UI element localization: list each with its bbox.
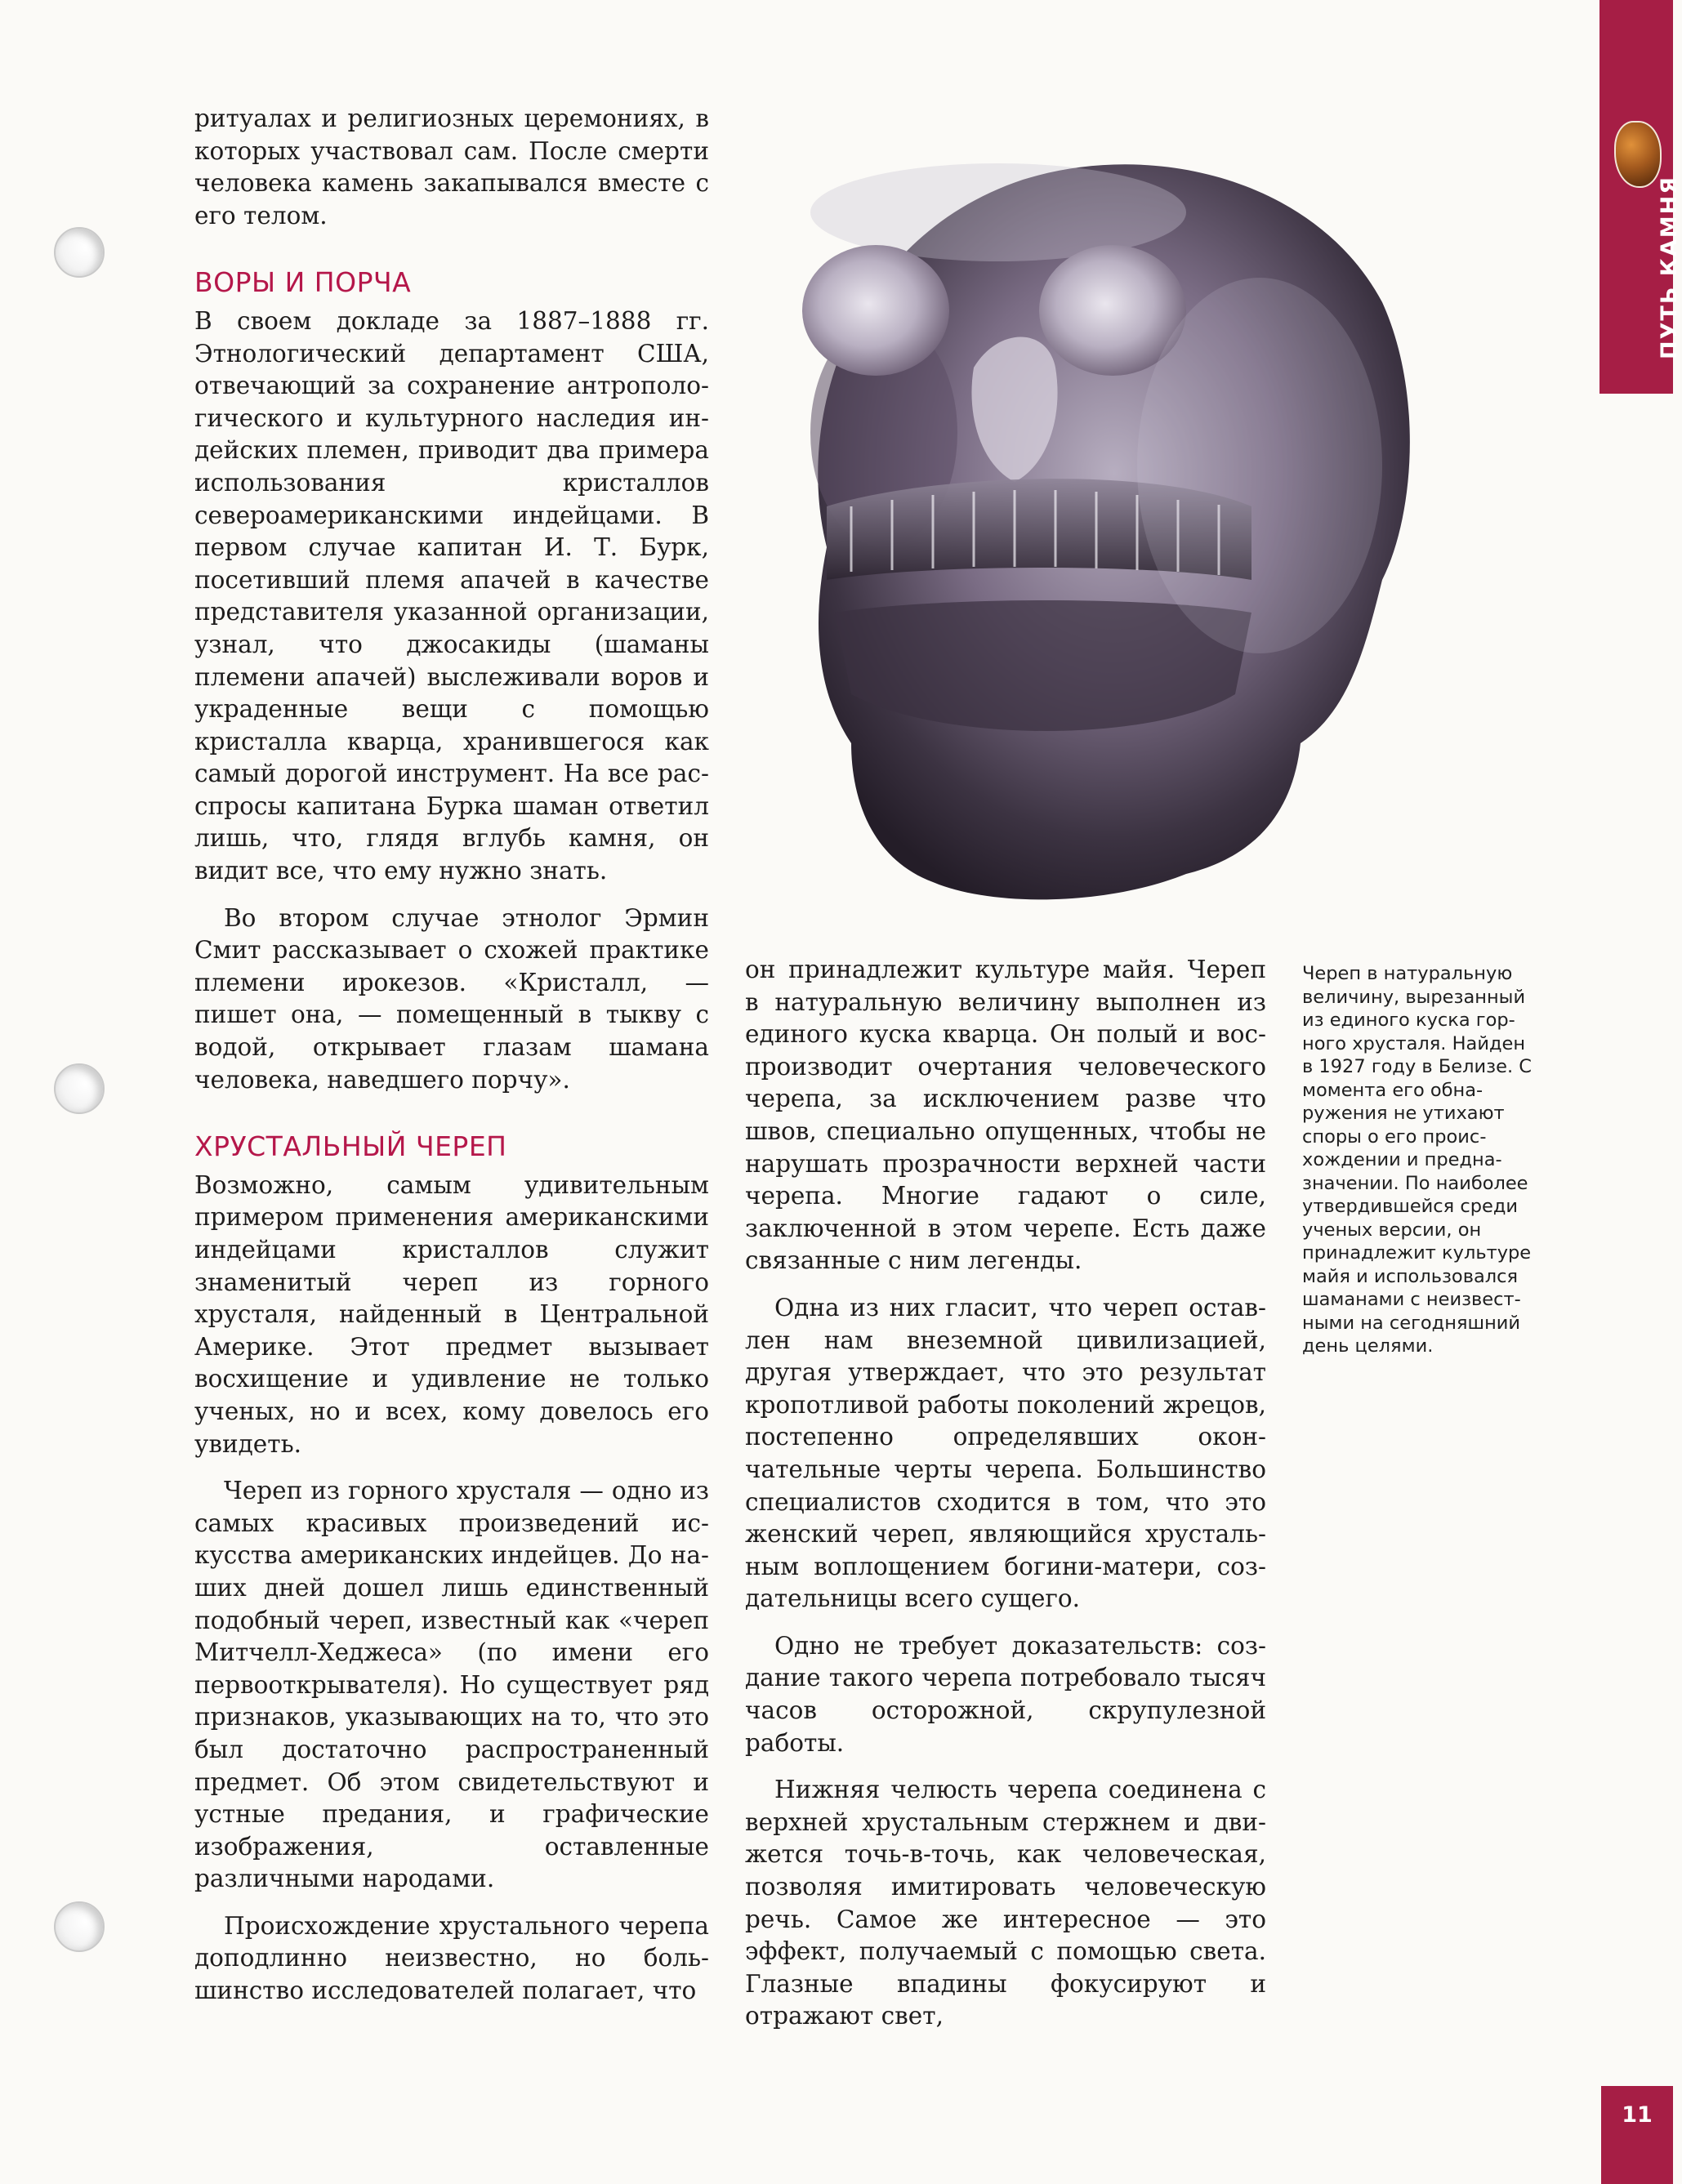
heading-thieves: ВОРЫ И ПОРЧА (194, 266, 412, 299)
section-tab-label: ПУТЬ КАМНЯ (1657, 175, 1682, 359)
crystal-skull-photo (729, 123, 1464, 939)
binder-hole (54, 1063, 105, 1114)
paragraph: Череп из горного хрусталя — одно из самых красивых произведений искусства американских индейцев. До наших дней дошел лишь единственный подобный череп, известный как «череп Митчелл-Хеджеса» (по имени его первооткрывателя). Но существует ряд признаков, указывающих на то, что это был достаточно распространенный предмет. Об этом свидетельствуют и устные предания, и графические изображения, оставленные различными народами. (194, 1477, 709, 1893)
paragraph: Одна из них гласит, что череп оставлен нам внеземной цивилизацией, другая утверждает, что это результат кропотливой работы поколений жрецов, постепенно определявших окончательные черты черепа. Большинство специалистов сходится в том, что это женский череп, являющийся хрустальным воплощением богини-матери, создательницы всего сущего. (745, 1293, 1266, 1613)
paragraph: он принадлежит культуре майя. Череп в натуральную величину выполнен из единого куска кварца. Он полый и воспроизводит очертания человеческого черепа, за исключением разве что швов, специально опущенных, чтобы не нарушать прозрачности верхней части черепа. Многие гадают о силе, заключенной в этом черепе. Есть даже связанные с ним легенды. (745, 956, 1266, 1275)
middle-column (745, 954, 1266, 2033)
paragraph: Нижняя челюсть черепа соединена с верхней хрустальным стержнем и движется точь-в-точь, как человеческая, позволяя имитировать человеческую речь. Самое же интересное — это эффект, получаемый с помощью света. Глазные впадины фокусируют и отражают свет, (745, 1776, 1266, 2030)
paragraph: Возможно, самым удивительным примером применения американскими индейцами кристаллов служит знаменитый череп из горного хрусталя, найденный в Центральной Америке. Этот предмет вызывает восхищение и удивление не только ученых, но и всех, кому довелось его увидеть. (194, 1170, 709, 1458)
page-number: 11 (1601, 2086, 1673, 2184)
intro-paragraph: ритуалах и религиозных церемониях, в которых участвовал сам. После смерти человека камень закапывался вместе с его телом. (194, 105, 709, 230)
binder-hole (54, 1901, 105, 1952)
binder-hole (54, 227, 105, 278)
section-tab (1599, 0, 1682, 394)
photo-caption: Череп в натуральную величину, вырезанный из единого куска горного хрусталя. Найден в 1927 году в Белизе. С момента его обнаружения не утихают споры о его происхождении и предназначении. По наиболее утвердившейся среди ученых версии, он принадлежит культуре майя и использовался шаманами с неизвестными на сегодняшний день целями. (1302, 963, 1532, 1357)
paragraph: В своем докладе за 1887–1888 гг. Этнологический департамент США, отвечающий за сохранение антропологического и культурного наследия индейских племен, приводит два примера использования кристаллов североамериканскими индейцами. В первом случае капитан И. Т. Бурк, посетивший племя апачей в качестве представителя указанной организации, узнал, что джосакиды (шаманы племени апачей) выслеживали воров и украденные вещи с помощью кристалла кварца, хранившегося как самый дорогой инструмент. На все расспросы капитана Бурка шаман ответил лишь, что, глядя вглубь камня, он видит все, что ему нужно знать. (194, 306, 709, 885)
paragraph: Во втором случае этнолог Эрмин Смит рассказывает о схожей практике племени ирокезов. «Кристалл, — пишет она, — помещенный в тыкву с водой, открывает глазам шамана человека, наведшего порчу». (194, 903, 709, 1094)
left-column (194, 103, 709, 2008)
paragraph: Происхождение хрустального черепа доподлинно неизвестно, но большинство исследователей полагает, что (194, 1911, 709, 2005)
paragraph: Одно не требует доказательств: создание такого черепа потребовало тысяч часов осторожной, скрупулезной работы. (745, 1631, 1266, 1757)
heading-crystal-skull: ХРУСТАЛЬНЫЙ ЧЕРЕП (194, 1130, 507, 1163)
amber-stone-icon (1614, 121, 1662, 188)
